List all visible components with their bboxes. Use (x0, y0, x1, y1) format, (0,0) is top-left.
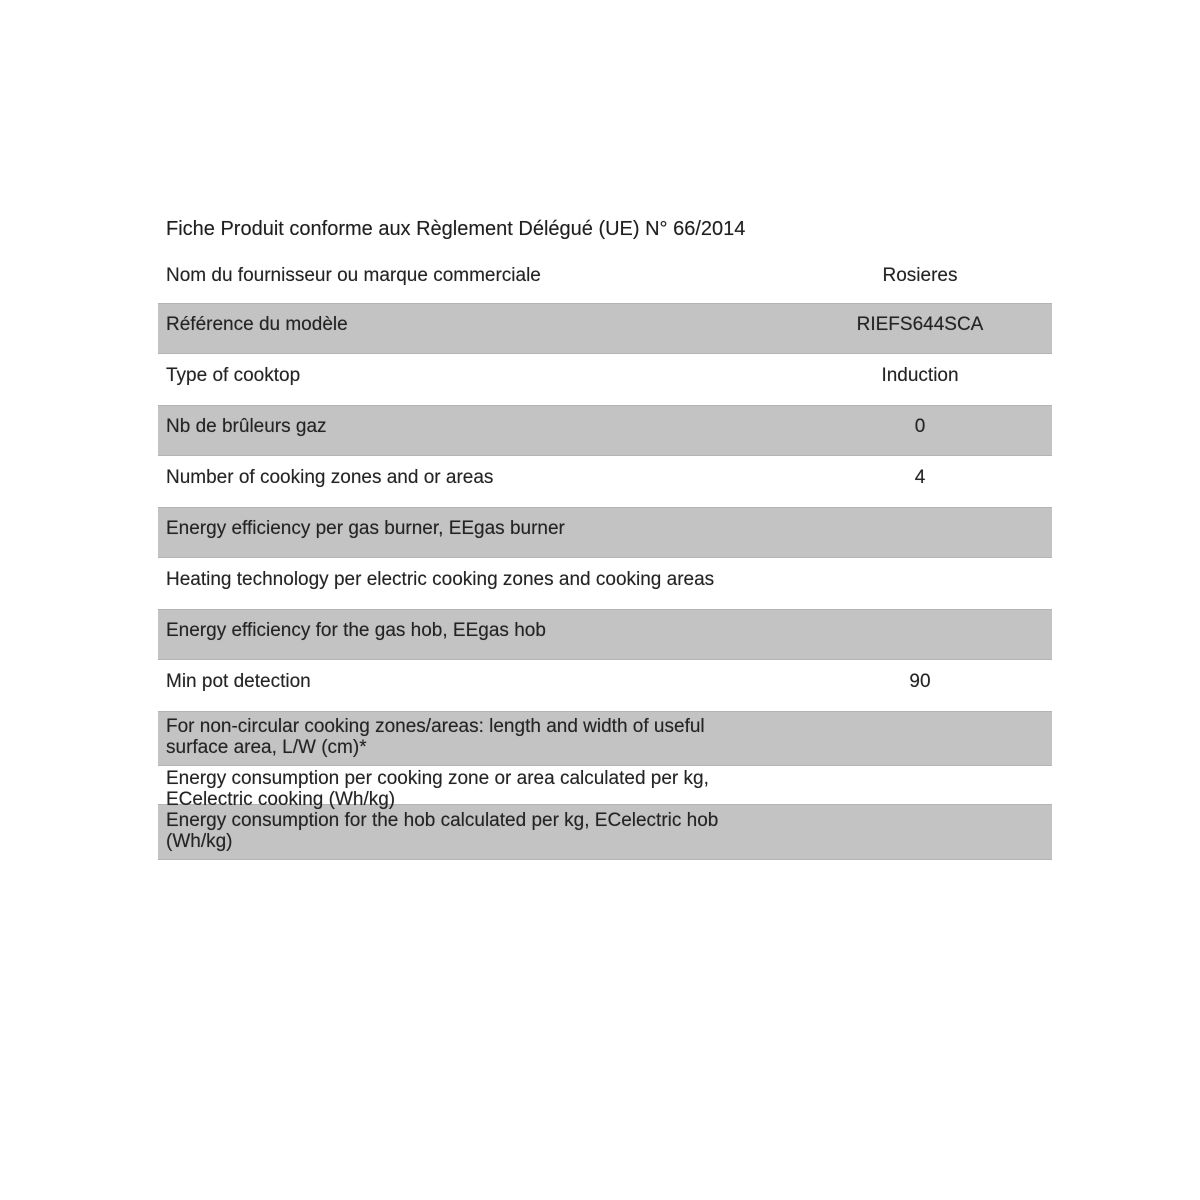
row-label: Number of cooking zones and or areas (166, 467, 494, 488)
row-value: Rosieres (882, 265, 958, 286)
table-row (158, 558, 1052, 609)
document-title: Fiche Produit conforme aux Règlement Délégué (UE) N° 66/2014 (166, 218, 746, 240)
row-value: 0 (914, 416, 926, 437)
row-label: Nom du fournisseur ou marque commerciale (166, 265, 541, 286)
row-label: Energy consumption per cooking zone or area calculated per kg, ECelectric cooking (Wh/kg) (166, 768, 709, 810)
table-row (158, 766, 1052, 810)
row-label: Energy efficiency per gas burner, EEgas burner (166, 518, 565, 539)
row-value: Induction (881, 365, 959, 386)
row-label: Energy efficiency for the gas hob, EEgas hob (166, 620, 546, 641)
table-row (158, 303, 1052, 354)
table-row (158, 711, 1052, 766)
row-label: Type of cooktop (166, 365, 301, 386)
row-value: RIEFS644SCA (856, 314, 984, 335)
row-label: Energy consumption for the hob calculated per kg, ECelectric hob (Wh/kg) (166, 810, 719, 852)
row-label: Heating technology per electric cooking zones and cooking areas (166, 569, 715, 590)
table-row (158, 804, 1052, 860)
row-value (788, 804, 1052, 860)
table-row (158, 609, 1052, 660)
table-row (158, 354, 1052, 405)
table-row (158, 456, 1052, 507)
row-value (788, 766, 1052, 804)
row-value: 4 (914, 467, 926, 488)
row-label: Min pot detection (166, 671, 311, 692)
table-row (158, 256, 1052, 303)
table-row (158, 660, 1052, 711)
row-value (788, 711, 1052, 766)
row-label: For non-circular cooking zones/areas: length and width of useful surface area, L/W (cm)* (166, 716, 705, 758)
row-value (788, 507, 1052, 558)
row-value (788, 609, 1052, 660)
table-row (158, 507, 1052, 558)
row-value: 90 (909, 671, 931, 692)
row-label: Nb de brûleurs gaz (166, 416, 327, 437)
product-fiche-table (158, 256, 1052, 860)
product-fiche (158, 210, 1052, 860)
table-row (158, 405, 1052, 456)
row-value (788, 558, 1052, 609)
row-label: Référence du modèle (166, 314, 348, 335)
